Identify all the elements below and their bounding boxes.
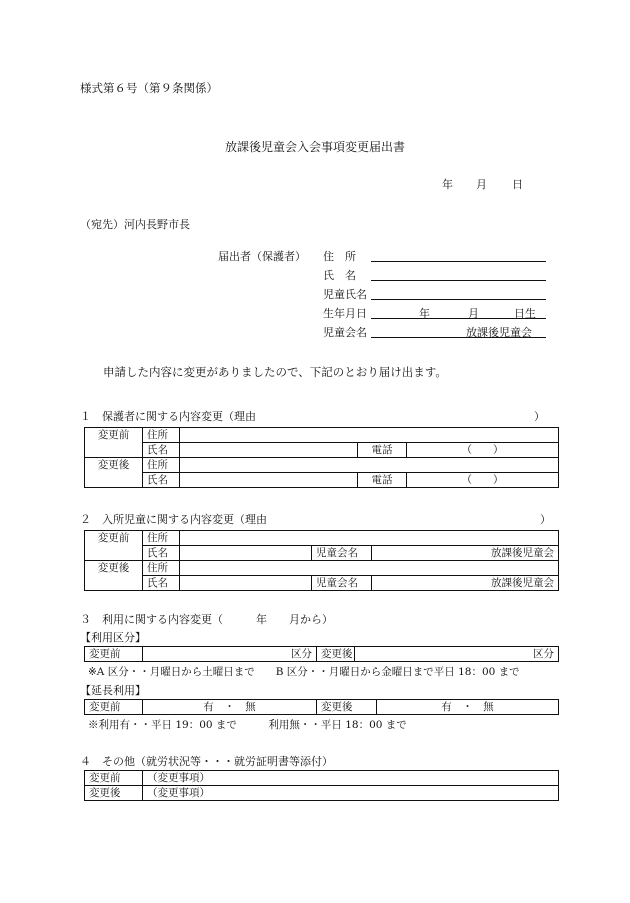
before-yes-no-cell[interactable]: 有 ・ 無 — [143, 700, 317, 715]
applicant-label: 届出者（保護者） — [218, 250, 306, 263]
name-label: 氏名 — [143, 473, 180, 488]
applicant-address-line[interactable] — [371, 261, 546, 262]
table-row — [85, 700, 559, 715]
intro-text: 申請した内容に変更がありましたので、下記のとおり届け出ます。 — [103, 365, 447, 379]
section2-table — [84, 530, 559, 591]
birth-month: 月 — [468, 307, 479, 320]
extension-label: 【延長利用】 — [80, 684, 146, 697]
table-row — [85, 576, 559, 591]
after-yes-no-cell[interactable]: 有 ・ 無 — [377, 700, 559, 715]
address-label: 住所 — [143, 531, 180, 546]
birthdate-label: 生年月日 — [323, 307, 367, 320]
table-row — [85, 561, 559, 576]
before-club-cell[interactable]: 放課後児童会 — [372, 546, 559, 561]
after-label: 変更後 — [85, 458, 143, 473]
table-row — [85, 546, 559, 561]
before-label: 変更前 — [85, 771, 143, 786]
applicant-address-label: 住 所 — [323, 250, 356, 263]
date-month: 月 — [476, 178, 487, 191]
after-address-cell[interactable] — [180, 561, 559, 576]
table-row — [85, 428, 559, 443]
other-table — [84, 770, 559, 801]
birthdate-line[interactable] — [371, 318, 546, 319]
usage-category-label: 【利用区分】 — [80, 631, 146, 644]
after-label: 変更後 — [317, 647, 355, 662]
before-name-cell[interactable] — [180, 443, 358, 458]
page-title: 放課後児童会入会事項変更届出書 — [225, 140, 406, 154]
address-label: 住所 — [143, 428, 180, 443]
section1-close: ） — [534, 410, 545, 423]
before-name-cell[interactable] — [180, 546, 312, 561]
extension-table — [84, 699, 559, 715]
after-label: 変更後 — [85, 561, 143, 576]
extension-note: ※利用有・・平日 19：00 まで 利用無・・平日 18：00 まで — [88, 719, 407, 731]
section2-close: ） — [540, 513, 551, 526]
usage-table — [84, 646, 559, 662]
after-name-cell[interactable] — [180, 473, 358, 488]
after-phone-cell[interactable]: （ ） — [407, 473, 559, 488]
section4-heading: ４ その他（就労状況等・・・就労証明書等添付） — [80, 755, 333, 768]
club-name-label: 児童会名 — [312, 546, 372, 561]
table-row — [85, 647, 559, 662]
phone-label: 電話 — [358, 443, 407, 458]
after-changes-cell[interactable]: （変更事項） — [143, 786, 559, 801]
section2-heading: ２ 入所児童に関する内容変更（理由 — [80, 513, 267, 526]
before-label: 変更前 — [85, 700, 143, 715]
table-row — [85, 531, 559, 546]
club-name-line[interactable] — [371, 337, 546, 338]
addressee: （宛先）河内長野市長 — [80, 218, 190, 231]
after-label: 変更後 — [85, 786, 143, 801]
after-name-cell[interactable] — [180, 576, 312, 591]
section1-table — [84, 427, 559, 488]
before-label: 変更前 — [85, 428, 143, 443]
section3-heading: ３ 利用に関する内容変更（ 年 月から） — [80, 613, 333, 626]
birth-day: 日生 — [514, 307, 536, 320]
birth-year: 年 — [419, 307, 430, 320]
before-address-cell[interactable] — [180, 531, 559, 546]
address-label: 住所 — [143, 458, 180, 473]
name-label: 氏名 — [143, 443, 180, 458]
phone-label: 電話 — [358, 473, 407, 488]
date-year: 年 — [442, 178, 453, 191]
usage-note: ※A 区分・・月曜日から土曜日まで B 区分・・月曜日から金曜日まで平日 18：00 まで — [88, 666, 520, 678]
after-address-cell[interactable] — [180, 458, 559, 473]
form-number: 様式第６号（第９条関係） — [80, 81, 218, 95]
table-row — [85, 443, 559, 458]
address-label: 住所 — [143, 561, 180, 576]
section1-heading: １ 保護者に関する内容変更（理由 — [80, 410, 256, 423]
before-label: 変更前 — [85, 647, 143, 662]
after-label: 変更後 — [317, 700, 377, 715]
club-suffix: 放課後児童会 — [466, 326, 532, 339]
before-changes-cell[interactable]: （変更事項） — [143, 771, 559, 786]
club-name-label: 児童会名 — [312, 576, 372, 591]
club-name-label: 児童会名 — [323, 326, 367, 339]
child-name-label: 児童氏名 — [323, 288, 367, 301]
applicant-name-line[interactable] — [371, 280, 546, 281]
table-row — [85, 458, 559, 473]
after-category-cell[interactable]: 区分 — [355, 647, 559, 662]
before-address-cell[interactable] — [180, 428, 559, 443]
before-phone-cell[interactable]: （ ） — [407, 443, 559, 458]
name-label: 氏名 — [143, 576, 180, 591]
table-row — [85, 473, 559, 488]
date-day: 日 — [512, 178, 523, 191]
table-row — [85, 771, 559, 786]
before-label: 変更前 — [85, 531, 143, 546]
name-label: 氏名 — [143, 546, 180, 561]
table-row — [85, 786, 559, 801]
applicant-name-label: 氏 名 — [323, 269, 356, 282]
after-club-cell[interactable]: 放課後児童会 — [372, 576, 559, 591]
before-category-cell[interactable]: 区分 — [143, 647, 317, 662]
child-name-line[interactable] — [371, 299, 546, 300]
